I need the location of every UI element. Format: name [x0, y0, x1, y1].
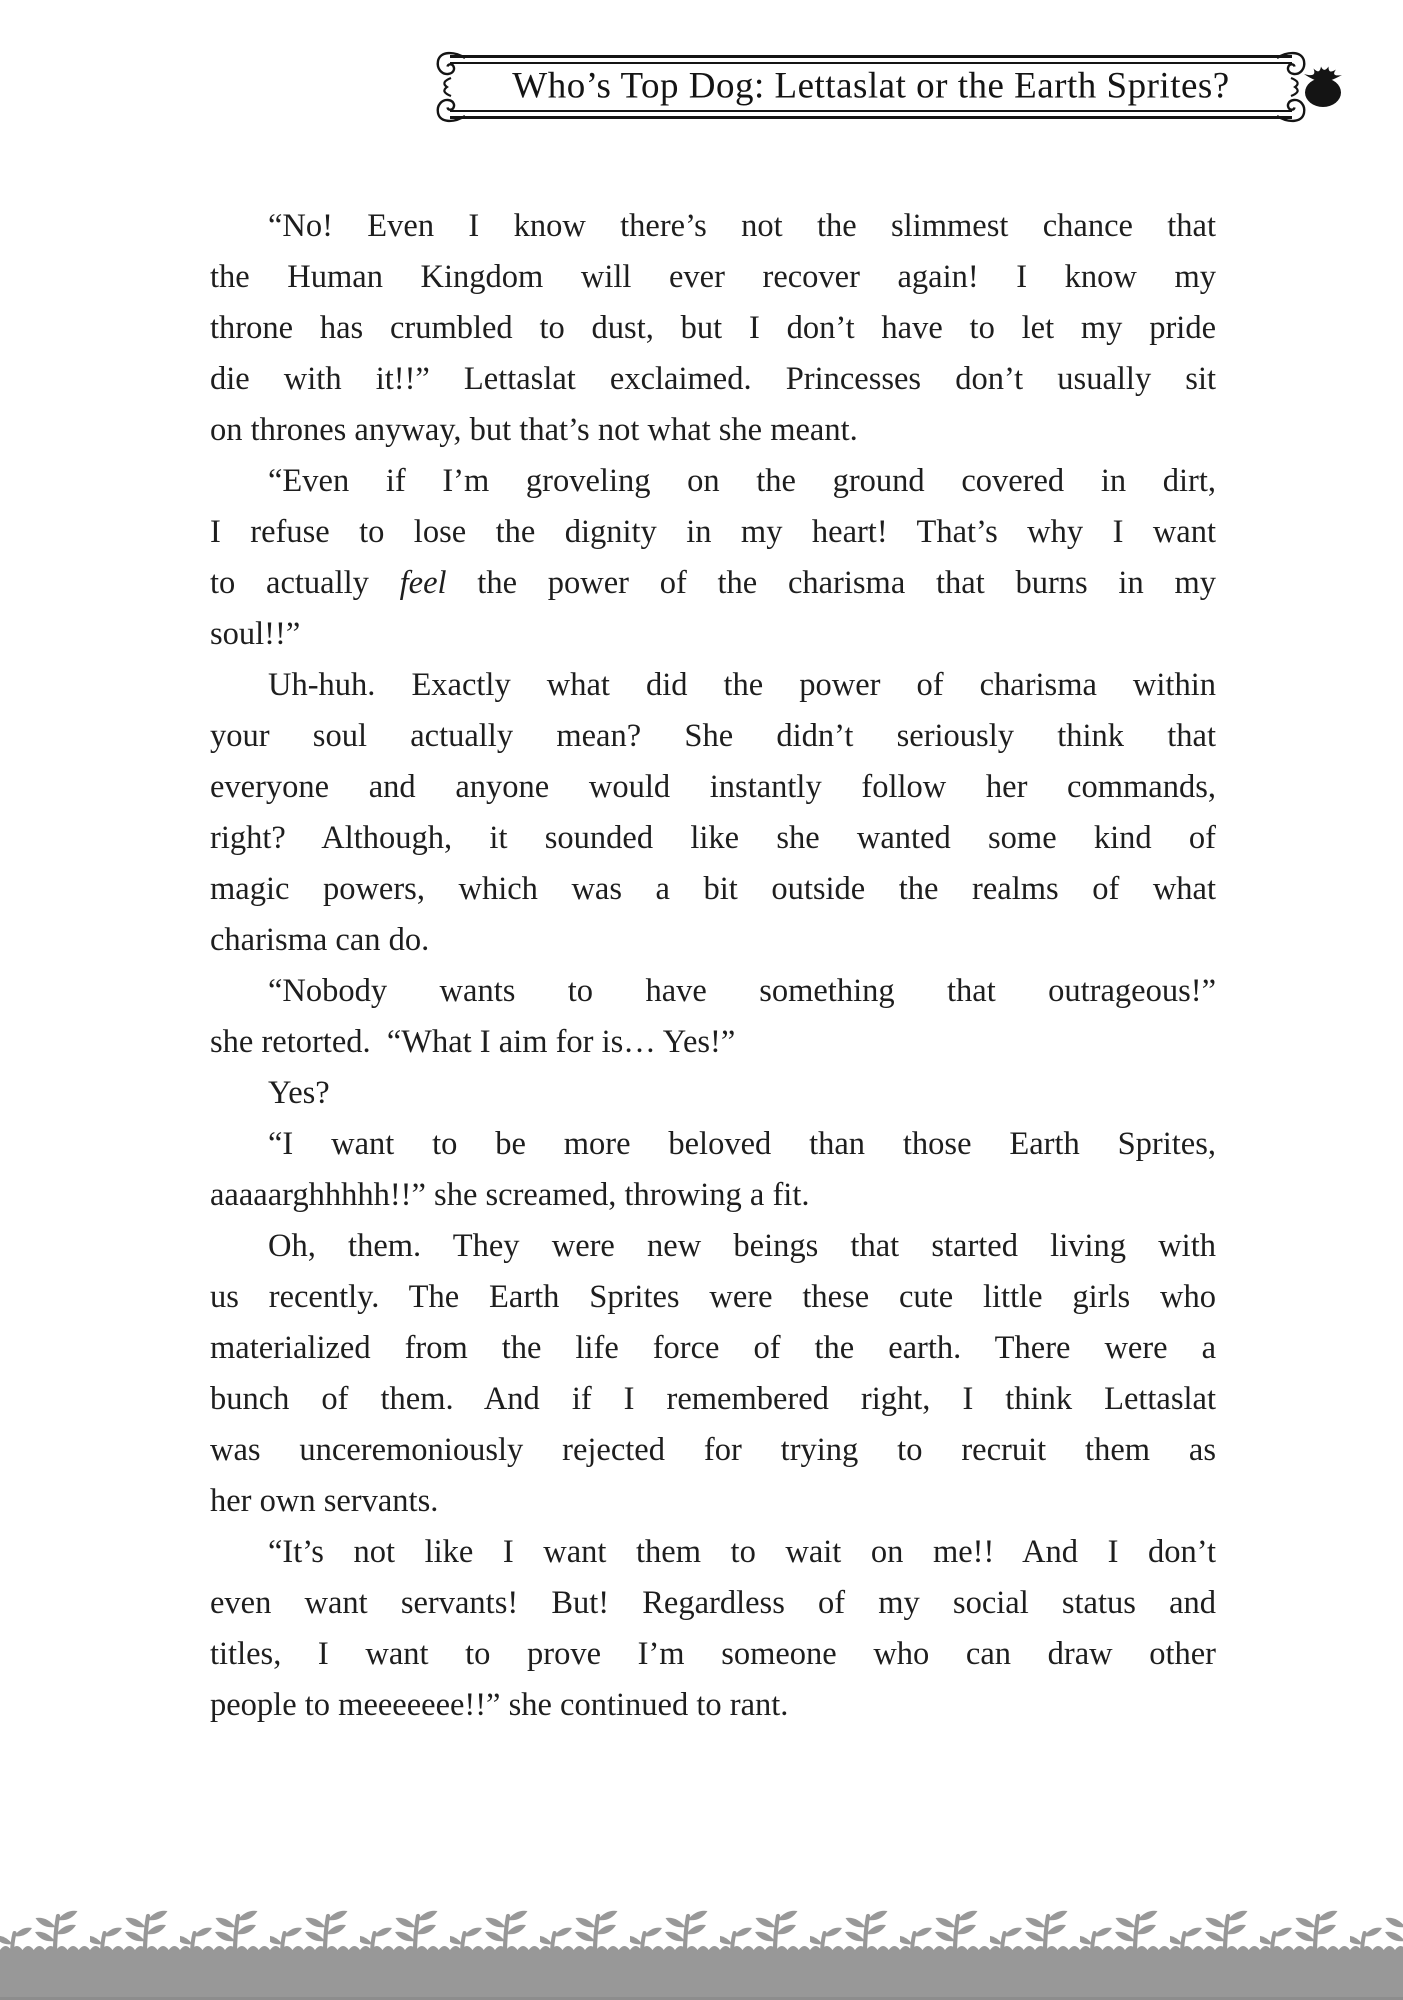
paragraph [210, 1527, 1216, 1731]
text-line: right? Although, it sounded like she wanted some kind of [210, 820, 1216, 856]
text-line: bunch of them. And if I remembered right, I think Lettaslat [210, 1381, 1216, 1417]
text-line: titles, I want to prove I’m someone who can draw other [210, 1636, 1216, 1672]
text-line: die with it!!” Lettaslat exclaimed. Princesses don’t usually sit [210, 361, 1216, 397]
header-rule-bottom-inner [450, 110, 1292, 112]
text-line: aaaaarghhhhh!!” she screamed, throwing a fit. [210, 1177, 810, 1213]
paragraph [210, 660, 1216, 966]
text-line: materialized from the life force of the earth. There were a [210, 1330, 1216, 1366]
tomato-icon [1300, 64, 1346, 110]
paragraph [210, 201, 1216, 456]
text-line: us recently. The Earth Sprites were these cute little girls who [210, 1279, 1216, 1315]
paragraph [210, 1221, 1216, 1527]
text-line: was unceremoniously rejected for trying to recruit them as [210, 1432, 1216, 1468]
text-line: “No! Even I know there’s not the slimmest chance that [268, 208, 1216, 244]
text-line: charisma can do. [210, 922, 430, 958]
text-line: people to meeeeeee!!” she continued to rant. [210, 1687, 789, 1723]
text-line: I refuse to lose the dignity in my heart! That’s why I want [210, 514, 1216, 550]
paragraph [210, 1119, 1216, 1221]
paragraph [210, 456, 1216, 660]
text-line: her own servants. [210, 1483, 439, 1519]
paragraph [210, 966, 1216, 1068]
text-line: on thrones anyway, but that’s not what she meant. [210, 412, 858, 448]
text-line: your soul actually mean? She didn’t seriously think that [210, 718, 1216, 754]
text-line: “It’s not like I want them to wait on me!! And I don’t [268, 1534, 1216, 1570]
text-line: “I want to be more beloved than those Earth Sprites, [268, 1126, 1216, 1162]
header-rule-bottom-outer [450, 116, 1292, 119]
text-line: the Human Kingdom will ever recover again! I know my [210, 259, 1216, 295]
text-line: Yes? [268, 1075, 330, 1111]
text-line: Oh, them. They were new beings that started living with [268, 1228, 1216, 1264]
text-line: everyone and anyone would instantly follow her commands, [210, 769, 1216, 805]
text-line: to actually feel the power of the charisma that burns in my [210, 565, 1216, 601]
text-line: she retorted. “What I aim for is… Yes!” [210, 1024, 736, 1060]
header-rule-top-outer [450, 55, 1292, 58]
text-line: “Nobody wants to have something that outrageous!” [268, 973, 1216, 1009]
text-line: “Even if I’m groveling on the ground covered in dirt, [268, 463, 1216, 499]
sprout-border [0, 1908, 1403, 2000]
chapter-title: Who’s Top Dog: Lettaslat or the Earth Sprites? [512, 65, 1230, 107]
chapter-header-box [440, 55, 1302, 119]
scroll-ornament-left-icon [430, 49, 466, 125]
text-line: magic powers, which was a bit outside the realms of what [210, 871, 1216, 907]
text-line: soul!!” [210, 616, 301, 652]
text-line: throne has crumbled to dust, but I don’t have to let my pride [210, 310, 1216, 346]
paragraph [210, 1068, 1216, 1119]
text-block [210, 201, 1216, 1731]
text-line: Uh-huh. Exactly what did the power of charisma within [268, 667, 1216, 703]
text-line: even want servants! But! Regardless of my social status and [210, 1585, 1216, 1621]
